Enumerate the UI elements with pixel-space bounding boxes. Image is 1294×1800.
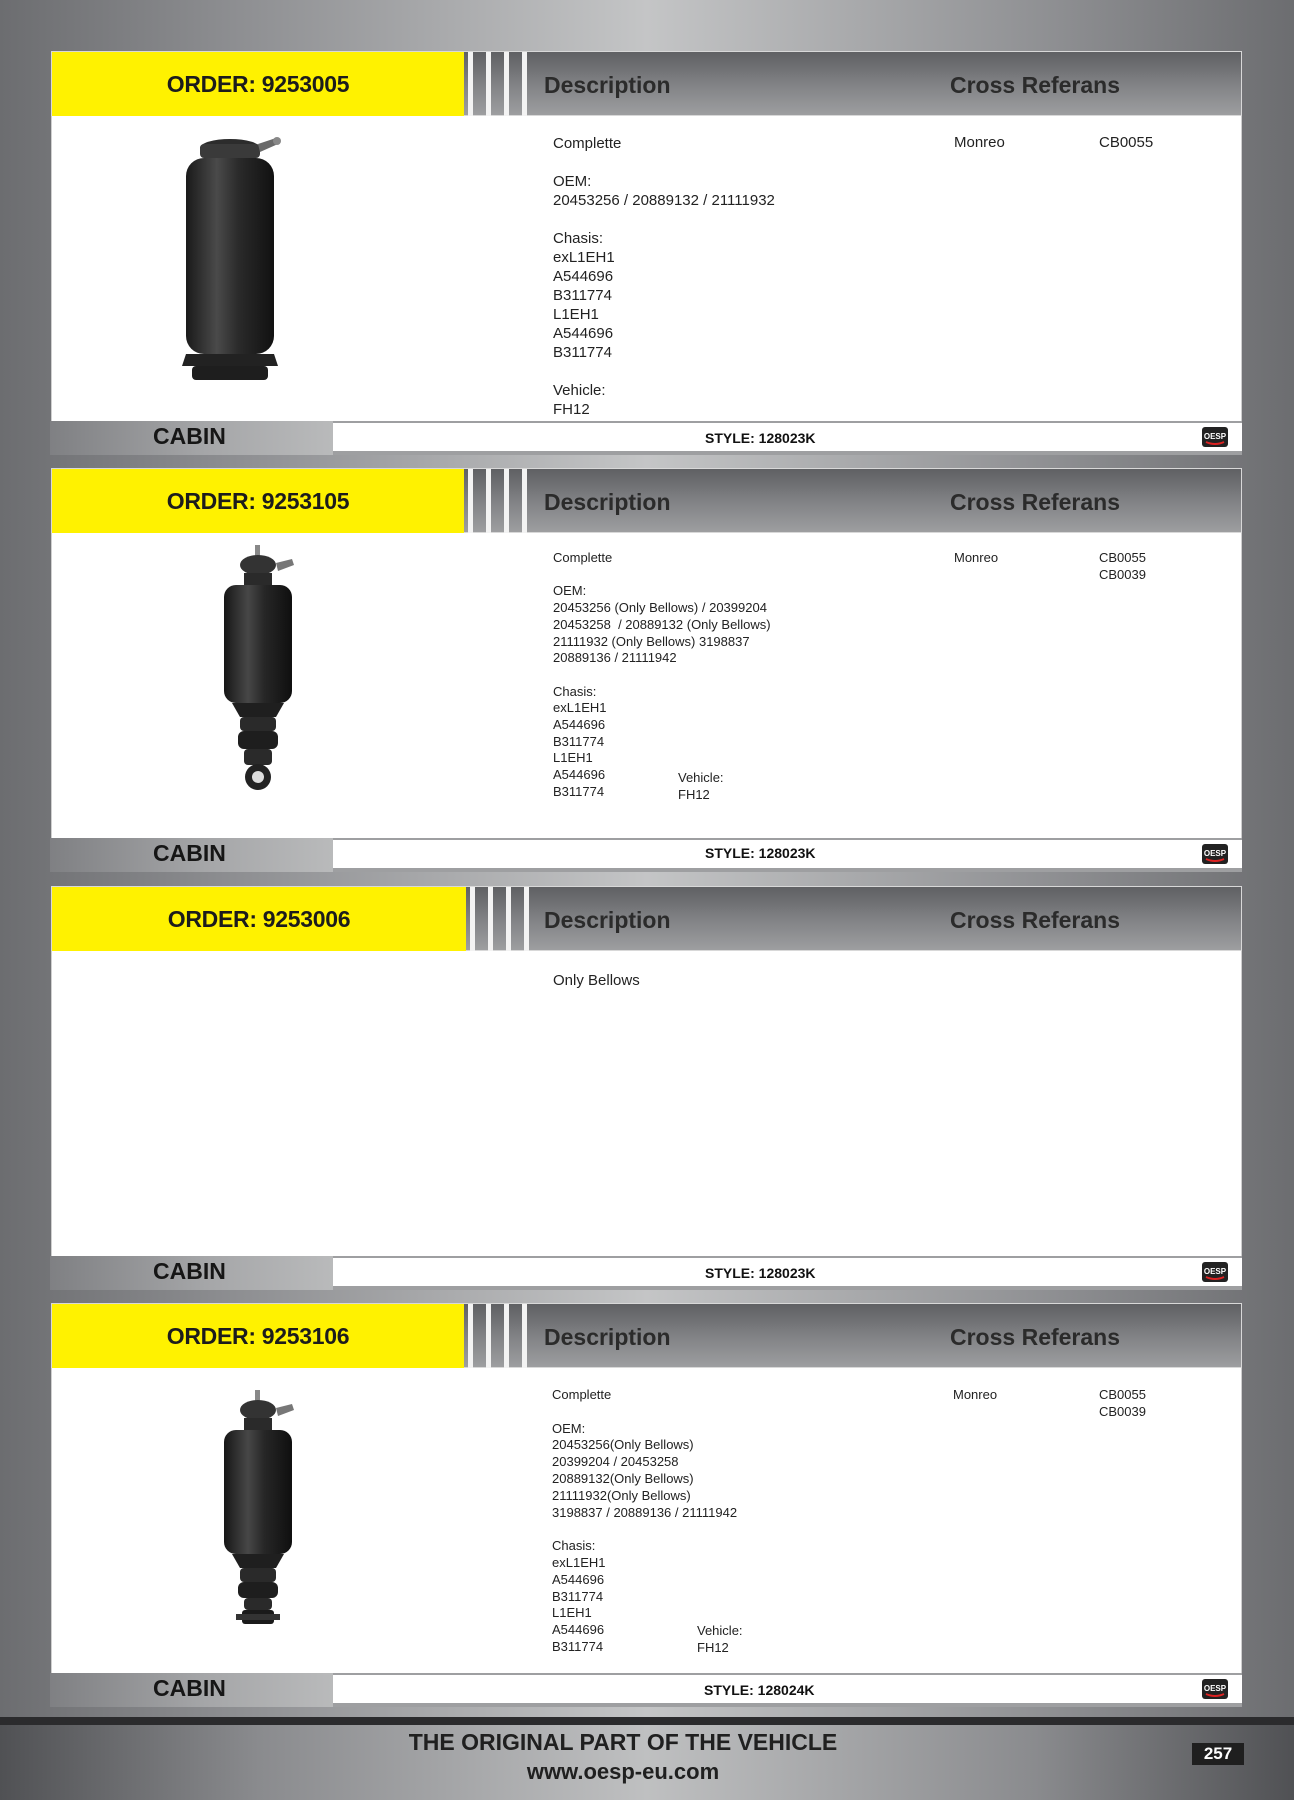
header-stripes	[466, 887, 536, 952]
desc-line: OEM:	[553, 173, 592, 190]
style-code: STYLE: 128024K	[704, 1682, 815, 1698]
desc-line: L1EH1	[553, 306, 599, 323]
footer-tagline: THE ORIGINAL PART OF THE VEHICLE	[408, 1729, 838, 1755]
desc-line: 20453258 / 20889132 (Only Bellows)	[553, 616, 771, 632]
footer-divider	[0, 1717, 1294, 1725]
description-heading: Description	[544, 489, 671, 515]
desc-line: B311774	[553, 344, 612, 361]
cabin-air-shock-image	[192, 545, 322, 795]
desc-line: Vehicle:	[553, 382, 606, 399]
desc-line: 20889136 / 21111942	[553, 650, 677, 666]
description-text	[553, 971, 640, 990]
cross-code: CB0055	[1099, 550, 1146, 565]
desc-line	[553, 210, 775, 229]
footer-website-link[interactable]: www.oesp-eu.com	[526, 1759, 720, 1784]
cross-code: CB0039	[1099, 566, 1146, 582]
desc-line: B311774	[553, 783, 605, 799]
svg-text:OESP: OESP	[1203, 1684, 1227, 1693]
cross-code: CB0055	[1099, 1387, 1146, 1402]
oesp-logo-icon	[1202, 1679, 1228, 1699]
card-header	[51, 51, 1242, 116]
oesp-logo-icon	[1202, 1262, 1228, 1282]
desc-line: B311774	[553, 287, 612, 304]
cross-code: CB0039	[1099, 1403, 1146, 1419]
svg-text:OESP: OESP	[1203, 1267, 1227, 1276]
header-stripes	[464, 1304, 534, 1369]
order-number: ORDER: 9253005	[52, 52, 464, 117]
cross-codes	[1099, 134, 1153, 151]
category-label: CABIN	[50, 421, 333, 455]
desc-line: A544696	[553, 717, 606, 733]
desc-line: OEM:	[552, 1420, 586, 1436]
desc-line: L1EH1	[552, 1605, 592, 1621]
desc-line: A544696	[553, 325, 614, 342]
desc-line	[553, 362, 775, 381]
card-footer	[51, 421, 1242, 455]
desc-line: Chasis:	[553, 230, 604, 247]
desc-line: 3198837 / 20889136 / 21111942	[552, 1504, 738, 1520]
desc-line: B311774	[552, 1638, 604, 1654]
desc-line: Complette	[553, 135, 622, 152]
cross-referans-heading: Cross Referans	[950, 1324, 1121, 1350]
page-number: 257	[1192, 1743, 1244, 1765]
product-card-9253006	[51, 886, 1242, 1290]
cross-code: CB0055	[1099, 134, 1154, 151]
card-footer	[51, 1256, 1242, 1290]
desc-line: A544696	[552, 1571, 605, 1587]
style-code: STYLE: 128023K	[705, 845, 816, 861]
card-body	[51, 116, 1242, 421]
description-heading: Description	[544, 1324, 671, 1350]
product-card-9253005	[51, 51, 1242, 455]
cross-brand: Monreo	[954, 550, 999, 565]
desc-line: Complette	[553, 550, 613, 565]
description-text	[553, 134, 775, 419]
desc-line: L1EH1	[553, 750, 593, 766]
order-number: ORDER: 9253106	[52, 1304, 464, 1369]
svg-text:OESP: OESP	[1203, 432, 1227, 441]
desc-line: 20889132(Only Bellows)	[552, 1470, 694, 1486]
desc-line	[552, 1404, 737, 1421]
header-stripes	[464, 52, 534, 117]
product-card-9253106	[51, 1303, 1242, 1707]
desc-line: exL1EH1	[553, 249, 615, 266]
description-heading: Description	[544, 907, 671, 933]
desc-line	[553, 667, 771, 684]
cross-codes	[1099, 1387, 1146, 1421]
card-footer	[51, 1673, 1242, 1707]
vehicle-line: Vehicle:	[697, 1623, 743, 1638]
category-label: CABIN	[50, 1256, 333, 1290]
card-footer	[51, 838, 1242, 872]
vehicle-line: Vehicle:	[678, 770, 724, 785]
cross-referans-heading: Cross Referans	[950, 72, 1121, 98]
oesp-logo-icon	[1202, 427, 1228, 447]
style-code: STYLE: 128023K	[705, 430, 816, 446]
oesp-logo-icon	[1202, 844, 1228, 864]
desc-line: B311774	[553, 733, 605, 749]
card-body	[51, 951, 1242, 1256]
desc-line: exL1EH1	[553, 700, 607, 716]
desc-line: 20399204 / 20453258	[552, 1454, 679, 1470]
card-header	[51, 886, 1242, 951]
card-header	[51, 468, 1242, 533]
description-heading: Description	[544, 72, 671, 98]
product-card-9253105	[51, 468, 1242, 872]
cross-brand: Monreo	[954, 134, 1005, 151]
desc-line: Only Bellows	[553, 972, 640, 989]
cross-referans-heading: Cross Referans	[950, 489, 1121, 515]
style-code: STYLE: 128023K	[705, 1265, 816, 1281]
cross-codes	[1099, 550, 1146, 583]
card-body	[51, 1368, 1242, 1673]
description-text	[553, 550, 771, 801]
cross-brand: Monreo	[953, 1387, 998, 1402]
desc-line: exL1EH1	[552, 1554, 606, 1570]
desc-line: 20453256 (Only Bellows) / 20399204	[553, 600, 767, 616]
card-body	[51, 533, 1242, 838]
desc-line: Complette	[552, 1387, 612, 1402]
desc-line: 21111932 (Only Bellows) 3198837	[553, 633, 750, 649]
order-number: ORDER: 9253105	[52, 469, 464, 534]
desc-line: B311774	[552, 1588, 604, 1604]
desc-line: A544696	[552, 1622, 605, 1638]
vehicle-line: FH12	[697, 1639, 729, 1655]
order-number: ORDER: 9253006	[52, 887, 466, 952]
desc-line: 20453256 / 20889132 / 21111932	[553, 192, 775, 209]
vehicle-text	[678, 770, 724, 803]
desc-line: Chasis:	[553, 683, 597, 699]
desc-line: A544696	[553, 767, 606, 783]
category-label: CABIN	[50, 838, 333, 872]
cross-referans-heading: Cross Referans	[950, 907, 1121, 933]
svg-text:OESP: OESP	[1203, 849, 1227, 858]
category-label: CABIN	[50, 1673, 333, 1707]
air-spring-bellows-image	[178, 134, 288, 382]
cabin-air-shock-image	[192, 1390, 322, 1640]
desc-line	[553, 567, 771, 584]
desc-line: OEM:	[553, 583, 587, 599]
desc-line: FH12	[553, 401, 590, 418]
vehicle-line: FH12	[678, 786, 710, 802]
desc-line: 21111932(Only Bellows)	[552, 1487, 691, 1503]
desc-line: A544696	[553, 268, 614, 285]
desc-line: 20453256(Only Bellows)	[552, 1437, 694, 1453]
card-header	[51, 1303, 1242, 1368]
vehicle-text	[697, 1623, 743, 1657]
description-text	[552, 1387, 737, 1656]
desc-line	[553, 153, 775, 172]
desc-line: Chasis:	[552, 1538, 596, 1554]
header-stripes	[464, 469, 534, 534]
desc-line	[552, 1521, 737, 1538]
